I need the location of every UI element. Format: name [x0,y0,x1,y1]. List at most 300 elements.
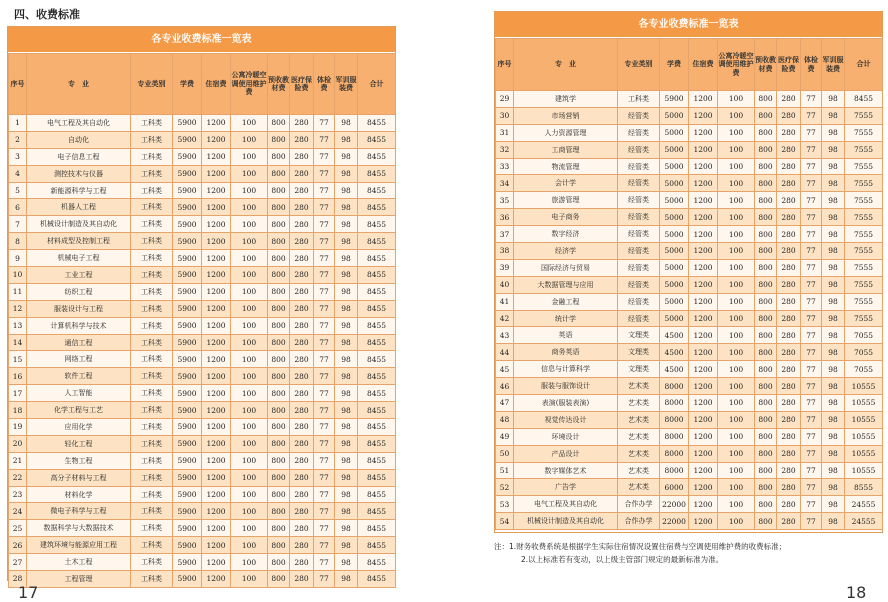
cell-seq: 29 [496,91,514,108]
cell-textbook-fee: 800 [755,259,777,276]
table-header-row [496,39,883,91]
header-seq: 序号 [496,39,514,91]
cell-major: 电子信息工程 [27,148,131,165]
cell-uniform-fee: 98 [822,361,845,378]
cell-total: 7555 [845,141,883,158]
cell-total: 7555 [845,158,883,175]
cell-housing: 1200 [202,199,231,216]
cell-housing: 1200 [689,158,718,175]
cell-insurance-fee: 280 [290,300,314,317]
cell-major: 通信工程 [27,334,131,351]
cell-ac-fee: 100 [231,486,268,503]
note-line-2: 2.以上标准若有变动，以上级主管部门规定的最新标准为准。 [521,555,724,564]
cell-housing: 1200 [202,334,231,351]
cell-insurance-fee: 280 [777,395,801,412]
cell-textbook-fee: 800 [268,115,290,132]
cell-uniform-fee: 98 [335,435,358,452]
cell-major: 机械设计制造及其自动化 [514,513,618,530]
cell-insurance-fee: 280 [290,148,314,165]
cell-uniform-fee: 98 [335,351,358,368]
table-row [9,334,396,351]
cell-insurance-fee: 280 [777,226,801,243]
cell-insurance-fee: 280 [290,351,314,368]
cell-major: 土木工程 [27,554,131,571]
cell-major: 轻化工程 [27,435,131,452]
cell-checkup-fee: 77 [314,435,335,452]
cell-seq: 19 [9,419,27,436]
cell-checkup-fee: 77 [801,496,822,513]
cell-textbook-fee: 800 [268,148,290,165]
cell-uniform-fee: 98 [335,554,358,571]
cell-seq: 23 [9,486,27,503]
cell-seq: 38 [496,243,514,260]
cell-ac-fee: 100 [231,537,268,554]
cell-insurance-fee: 280 [777,344,801,361]
cell-tuition: 22000 [660,496,689,513]
cell-seq: 53 [496,496,514,513]
cell-tuition: 5900 [173,216,202,233]
cell-housing: 1200 [202,435,231,452]
cell-total: 8455 [358,334,396,351]
table-header-row [9,54,396,115]
table-row [496,378,883,395]
cell-textbook-fee: 800 [755,124,777,141]
cell-tuition: 5000 [660,141,689,158]
cell-checkup-fee: 77 [801,158,822,175]
cell-tuition: 8000 [660,411,689,428]
cell-uniform-fee: 98 [822,395,845,412]
cell-uniform-fee: 98 [335,503,358,520]
cell-total: 8455 [358,435,396,452]
cell-textbook-fee: 800 [268,486,290,503]
cell-category: 工科类 [131,131,173,148]
cell-category: 工科类 [131,452,173,469]
cell-category: 艺术类 [618,479,660,496]
cell-major: 测控技术与仪器 [27,165,131,182]
cell-tuition: 5900 [173,165,202,182]
cell-housing: 1200 [689,91,718,108]
cell-seq: 6 [9,199,27,216]
cell-tuition: 4500 [660,327,689,344]
cell-seq: 34 [496,175,514,192]
cell-total: 8455 [358,148,396,165]
cell-insurance-fee: 280 [777,378,801,395]
cell-checkup-fee: 77 [801,209,822,226]
table-row [496,344,883,361]
cell-major: 建筑学 [514,91,618,108]
cell-major: 人力资源管理 [514,124,618,141]
cell-category: 工科类 [131,283,173,300]
cell-textbook-fee: 800 [755,276,777,293]
cell-checkup-fee: 77 [801,361,822,378]
table-row [9,165,396,182]
cell-checkup-fee: 77 [801,175,822,192]
table-row [496,411,883,428]
cell-tuition: 8000 [660,395,689,412]
table-row [9,351,396,368]
cell-insurance-fee: 280 [290,131,314,148]
cell-category: 经管类 [618,276,660,293]
cell-insurance-fee: 280 [290,250,314,267]
cell-major: 工商管理 [514,141,618,158]
cell-major: 经济学 [514,243,618,260]
cell-ac-fee: 100 [231,351,268,368]
cell-tuition: 5900 [660,91,689,108]
table-row [9,452,396,469]
cell-major: 会计学 [514,175,618,192]
cell-checkup-fee: 77 [801,243,822,260]
cell-major: 信息与计算科学 [514,361,618,378]
cell-uniform-fee: 98 [822,226,845,243]
cell-checkup-fee: 77 [801,310,822,327]
cell-total: 8455 [358,452,396,469]
cell-uniform-fee: 98 [335,199,358,216]
header-checkup-fee: 体检费 [801,39,822,91]
cell-checkup-fee: 77 [314,402,335,419]
table-row [9,469,396,486]
cell-checkup-fee: 77 [314,469,335,486]
cell-ac-fee: 100 [718,327,755,344]
cell-textbook-fee: 800 [755,462,777,479]
cell-ac-fee: 100 [718,445,755,462]
cell-housing: 1200 [689,226,718,243]
cell-seq: 31 [496,124,514,141]
cell-uniform-fee: 98 [822,428,845,445]
cell-textbook-fee: 800 [268,250,290,267]
cell-total: 10555 [845,395,883,412]
cell-total: 8455 [358,503,396,520]
cell-insurance-fee: 280 [777,445,801,462]
cell-housing: 1200 [202,182,231,199]
cell-seq: 36 [496,209,514,226]
cell-insurance-fee: 280 [777,361,801,378]
cell-tuition: 5900 [173,435,202,452]
cell-textbook-fee: 800 [755,496,777,513]
cell-insurance-fee: 280 [290,368,314,385]
cell-category: 文理类 [618,344,660,361]
table-row [9,148,396,165]
cell-total: 8455 [358,537,396,554]
cell-total: 8455 [358,385,396,402]
cell-uniform-fee: 98 [822,124,845,141]
cell-textbook-fee: 800 [755,378,777,395]
cell-uniform-fee: 98 [335,283,358,300]
cell-category: 工科类 [131,148,173,165]
cell-housing: 1200 [202,216,231,233]
cell-tuition: 5900 [173,385,202,402]
cell-uniform-fee: 98 [822,344,845,361]
cell-housing: 1200 [689,310,718,327]
cell-tuition: 5900 [173,503,202,520]
table-row [496,496,883,513]
cell-textbook-fee: 800 [268,435,290,452]
cell-total: 7555 [845,192,883,209]
cell-tuition: 5900 [173,537,202,554]
cell-checkup-fee: 77 [314,334,335,351]
cell-uniform-fee: 98 [335,385,358,402]
cell-ac-fee: 100 [231,317,268,334]
cell-checkup-fee: 77 [801,411,822,428]
cell-insurance-fee: 280 [290,469,314,486]
header-major: 专 业 [27,54,131,115]
cell-uniform-fee: 98 [335,520,358,537]
cell-seq: 15 [9,351,27,368]
cell-category: 经管类 [618,158,660,175]
cell-housing: 1200 [202,165,231,182]
cell-total: 8455 [358,300,396,317]
cell-tuition: 5000 [660,276,689,293]
cell-category: 工科类 [131,469,173,486]
cell-insurance-fee: 280 [777,428,801,445]
cell-uniform-fee: 98 [335,216,358,233]
cell-housing: 1200 [202,520,231,537]
cell-major: 机器人工程 [27,199,131,216]
cell-ac-fee: 100 [718,276,755,293]
cell-checkup-fee: 77 [314,503,335,520]
page-number-right: 18 [846,583,867,602]
cell-uniform-fee: 98 [335,131,358,148]
cell-tuition: 5000 [660,293,689,310]
cell-ac-fee: 100 [718,175,755,192]
cell-major: 纺织工程 [27,283,131,300]
cell-housing: 1200 [689,513,718,530]
cell-ac-fee: 100 [718,209,755,226]
cell-housing: 1200 [202,368,231,385]
cell-uniform-fee: 98 [335,182,358,199]
cell-textbook-fee: 800 [268,233,290,250]
cell-major: 工程管理 [27,571,131,588]
cell-uniform-fee: 98 [822,327,845,344]
header-ac-fee: 公寓冷暖空调使用维护费 [231,54,268,115]
cell-insurance-fee: 280 [777,209,801,226]
cell-total: 7055 [845,361,883,378]
cell-ac-fee: 100 [718,513,755,530]
table-row [496,158,883,175]
table-row [496,445,883,462]
header-insurance-fee: 医疗保险费 [290,54,314,115]
cell-insurance-fee: 280 [777,107,801,124]
header-category: 专业类别 [618,39,660,91]
cell-housing: 1200 [202,300,231,317]
cell-checkup-fee: 77 [801,276,822,293]
cell-insurance-fee: 280 [290,486,314,503]
table-row [9,554,396,571]
cell-checkup-fee: 77 [314,165,335,182]
header-checkup-fee: 体检费 [314,54,335,115]
cell-ac-fee: 100 [231,250,268,267]
cell-tuition: 5900 [173,199,202,216]
cell-uniform-fee: 98 [335,469,358,486]
cell-uniform-fee: 98 [335,571,358,588]
cell-major: 英语 [514,327,618,344]
cell-checkup-fee: 77 [801,124,822,141]
cell-housing: 1200 [202,469,231,486]
cell-major: 材料成型及控制工程 [27,233,131,250]
cell-category: 合作办学 [618,513,660,530]
cell-checkup-fee: 77 [314,283,335,300]
cell-insurance-fee: 280 [777,158,801,175]
cell-tuition: 5000 [660,243,689,260]
cell-housing: 1200 [202,503,231,520]
table-row [9,267,396,284]
cell-housing: 1200 [689,209,718,226]
cell-category: 工科类 [131,554,173,571]
table-row [9,368,396,385]
cell-tuition: 5000 [660,192,689,209]
table-row [9,233,396,250]
cell-uniform-fee: 98 [822,107,845,124]
cell-seq: 41 [496,293,514,310]
cell-checkup-fee: 77 [801,259,822,276]
cell-total: 24555 [845,496,883,513]
cell-category: 工科类 [131,250,173,267]
cell-ac-fee: 100 [718,496,755,513]
cell-uniform-fee: 98 [822,445,845,462]
table-row [9,419,396,436]
cell-insurance-fee: 280 [777,496,801,513]
cell-seq: 4 [9,165,27,182]
cell-total: 8455 [358,233,396,250]
cell-major: 人工智能 [27,385,131,402]
cell-major: 旅游管理 [514,192,618,209]
cell-ac-fee: 100 [718,378,755,395]
table-row [9,571,396,588]
cell-category: 工科类 [131,537,173,554]
cell-total: 10555 [845,445,883,462]
table-row [496,293,883,310]
cell-total: 10555 [845,462,883,479]
cell-total: 8455 [358,351,396,368]
cell-ac-fee: 100 [231,199,268,216]
cell-category: 工科类 [131,182,173,199]
cell-uniform-fee: 98 [822,293,845,310]
cell-category: 艺术类 [618,445,660,462]
cell-tuition: 5900 [173,115,202,132]
cell-checkup-fee: 77 [801,327,822,344]
cell-checkup-fee: 77 [314,199,335,216]
cell-insurance-fee: 280 [777,175,801,192]
cell-tuition: 5900 [173,402,202,419]
cell-checkup-fee: 77 [801,226,822,243]
cell-category: 经管类 [618,226,660,243]
cell-tuition: 5000 [660,107,689,124]
cell-uniform-fee: 98 [822,175,845,192]
cell-category: 经管类 [618,175,660,192]
cell-seq: 42 [496,310,514,327]
cell-category: 文理类 [618,361,660,378]
table-row [9,402,396,419]
cell-ac-fee: 100 [231,300,268,317]
cell-textbook-fee: 800 [268,131,290,148]
cell-insurance-fee: 280 [290,571,314,588]
cell-uniform-fee: 98 [335,300,358,317]
cell-ac-fee: 100 [231,182,268,199]
cell-checkup-fee: 77 [314,554,335,571]
cell-insurance-fee: 280 [290,233,314,250]
cell-uniform-fee: 98 [335,419,358,436]
cell-tuition: 22000 [660,513,689,530]
cell-category: 经管类 [618,209,660,226]
header-seq: 序号 [9,54,27,115]
cell-housing: 1200 [689,276,718,293]
cell-major: 材料化学 [27,486,131,503]
cell-ac-fee: 100 [718,395,755,412]
cell-housing: 1200 [689,395,718,412]
cell-housing: 1200 [689,428,718,445]
cell-housing: 1200 [202,267,231,284]
cell-total: 24555 [845,513,883,530]
cell-seq: 12 [9,300,27,317]
cell-major: 生物工程 [27,452,131,469]
table-row [496,462,883,479]
table-row [9,283,396,300]
cell-major: 广告学 [514,479,618,496]
cell-textbook-fee: 800 [755,513,777,530]
cell-checkup-fee: 77 [314,250,335,267]
table-title-left: 各专业收费标准一览表 [8,27,395,53]
cell-major: 物流管理 [514,158,618,175]
table-row [496,175,883,192]
cell-ac-fee: 100 [718,479,755,496]
table-row [9,486,396,503]
cell-category: 艺术类 [618,428,660,445]
cell-insurance-fee: 280 [777,243,801,260]
cell-ac-fee: 100 [718,344,755,361]
table-row [9,115,396,132]
cell-housing: 1200 [202,571,231,588]
cell-uniform-fee: 98 [335,317,358,334]
cell-major: 机械设计制造及其自动化 [27,216,131,233]
cell-seq: 44 [496,344,514,361]
table-row [9,317,396,334]
cell-category: 艺术类 [618,462,660,479]
cell-seq: 50 [496,445,514,462]
cell-checkup-fee: 77 [314,148,335,165]
cell-housing: 1200 [202,283,231,300]
cell-textbook-fee: 800 [755,445,777,462]
cell-ac-fee: 100 [231,233,268,250]
cell-ac-fee: 100 [718,192,755,209]
cell-tuition: 4500 [660,344,689,361]
cell-category: 工科类 [131,216,173,233]
cell-textbook-fee: 800 [755,141,777,158]
cell-textbook-fee: 800 [755,293,777,310]
cell-checkup-fee: 77 [314,216,335,233]
cell-checkup-fee: 77 [314,131,335,148]
cell-total: 8555 [845,479,883,496]
cell-category: 工科类 [131,402,173,419]
cell-checkup-fee: 77 [314,486,335,503]
cell-insurance-fee: 280 [290,419,314,436]
cell-total: 7555 [845,293,883,310]
cell-tuition: 5900 [173,267,202,284]
cell-category: 工科类 [131,520,173,537]
cell-housing: 1200 [689,293,718,310]
cell-seq: 28 [9,571,27,588]
fee-table-left [7,26,396,584]
cell-ac-fee: 100 [231,334,268,351]
table-row [496,209,883,226]
cell-ac-fee: 100 [231,554,268,571]
cell-uniform-fee: 98 [335,537,358,554]
cell-category: 合作办学 [618,496,660,513]
header-category: 专业类别 [131,54,173,115]
cell-checkup-fee: 77 [314,300,335,317]
cell-category: 工科类 [131,351,173,368]
cell-uniform-fee: 98 [822,310,845,327]
cell-uniform-fee: 98 [822,259,845,276]
cell-textbook-fee: 800 [755,310,777,327]
